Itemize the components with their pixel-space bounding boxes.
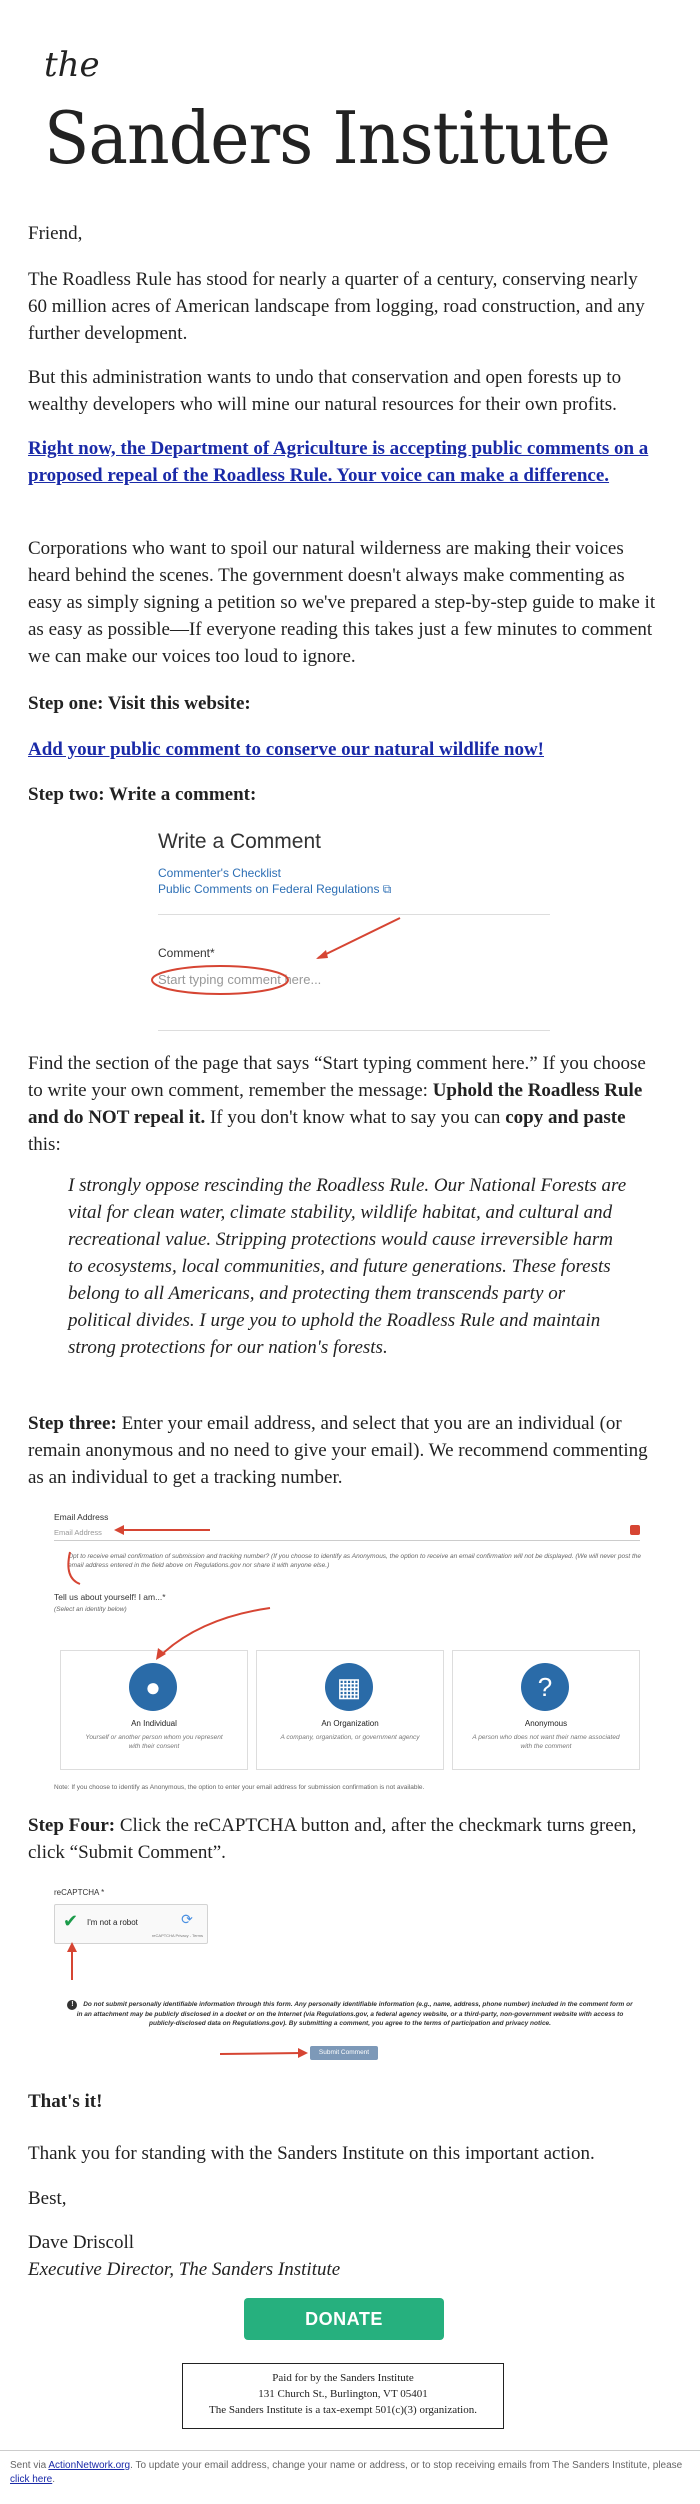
uphold-message: Uphold the Roadless Rule and do NOT repeal it.: [28, 1080, 643, 1128]
annotation-arrow: [150, 818, 550, 1036]
recaptcha-label: reCAPTCHA *: [54, 1888, 105, 1897]
commenter-checklist-link: Commenter's Checklist: [158, 866, 281, 880]
paid-for-box: Paid for by the Sanders Institute 131 Church St., Burlington, VT 05401 The Sanders Institute is a tax-exempt 501(c)(3) organization.: [182, 2363, 504, 2429]
step-two-heading: Step two: Write a comment:: [28, 784, 257, 805]
checkmark-icon: ✔: [63, 1911, 79, 1931]
identity-card-individual: ● An Individual Yourself or another person whom you represent with their consent: [60, 1650, 248, 1770]
recaptcha-screenshot: [50, 1882, 650, 2072]
public-comments-link: Public Comments on Federal Regulations ⧉: [158, 882, 392, 896]
paragraph-1: The Roadless Rule has stood for nearly a quarter of a century, conserving nearly 60 million acres of American landscape from logging, road construction, and any further development.: [28, 269, 645, 344]
email-placeholder: Email Address: [54, 1528, 102, 1537]
sample-comment-quote: I strongly oppose rescinding the Roadless Rule. Our National Forests are vital for clean water, climate stability, wildlife habitat, and cultural and recreational value. Stripping protections would cause irreversible harm to ecosystems, local communities, and future generations. These forests belong to all Americans, and protecting them transcends party or political divides. I urge you to uphold the Roadless Rule and maintain strong protections for our nation's forests.: [68, 1175, 627, 1358]
paragraph-3: Corporations who want to spoil our natural wilderness are making their voices heard behind the scenes. The government doesn't always make commenting as easy as simply signing a petition so we've prepared a step-by-step guide to make it as easy as possible—If everyone reading this takes just a few minutes to comment we can make our voices too loud to ignore.: [28, 538, 656, 667]
sign-off: Best,: [28, 2188, 67, 2209]
email-label: Email Address: [54, 1512, 109, 1522]
identity-card-organization: ▦ An Organization A company, organization, or government agency: [256, 1650, 444, 1770]
pii-notice: ! Do not submit personally identifiable information through this form. Any personally identifiable information (e.g., name, address, phone number) included in the comment form or in an attachment may be publicly disclosed in a docket or on the Internet (via Regulations.gov, a federal agency website, or a third-party, non-government website with access to publicly-disclosed data on Regulations.gov). By submitting a comment, you agree to the terms of participation and privacy notice.: [66, 2000, 634, 2028]
unsubscribe-link[interactable]: click here: [10, 2474, 53, 2485]
question-icon: ?: [521, 1663, 569, 1711]
info-icon: !: [67, 2000, 77, 2010]
step-one-heading: Step one: Visit this website:: [28, 693, 251, 714]
recaptcha-mini: reCAPTCHA Privacy - Terms: [151, 1933, 203, 1938]
select-identity-hint: (Select an identity below): [54, 1606, 127, 1613]
identity-card-anonymous: ? Anonymous A person who does not want their name associated with the comment: [452, 1650, 640, 1770]
step-three-paragraph: Step three: Enter your email address, and select that you are an individual (or remain anonymous and no need to give your email). We recommend commenting as an individual to get a tracking number.: [28, 1413, 648, 1488]
write-comment-screenshot: [150, 818, 550, 1036]
add-comment-link[interactable]: Add your public comment to conserve our natural wildlife now!: [28, 739, 544, 760]
logo-the: the: [44, 45, 100, 85]
anonymous-note: Note: If you choose to identify as Anonymous, the option to enter your email address for submission confirmation is not available.: [54, 1784, 425, 1791]
opt-text: Opt to receive email confirmation of submission and tracking number? (If you choose to identify as Anonymous, the option to receive an email confirmation will not be displayed. (We will never post the email address entered in the field above on Regulations.gov nor share it with anyone else.): [68, 1553, 642, 1569]
submit-comment-button: Submit Comment: [310, 2046, 378, 2060]
not-robot-text: I'm not a robot: [87, 1918, 138, 1927]
annotation-arrows: [50, 1882, 650, 2072]
copy-paste-emphasis: copy and paste: [505, 1107, 626, 1128]
paragraph-4: Find the section of the page that says “Start typing comment here.” If you choose to write your own comment, remember the message: Uphold the Roadless Rule and do NOT repeal it. If you don't know what to say you can copy and paste this:: [28, 1053, 646, 1155]
signature-title: Executive Director, The Sanders Institute: [28, 2259, 341, 2280]
cta-paragraph: [28, 435, 658, 489]
annotation-arrows: [50, 1508, 650, 1798]
comment-repeal-link[interactable]: Right now, the Department of Agriculture is accepting public comments on a proposed repeal of the Roadless Rule. Your voice can make a difference.: [28, 438, 649, 486]
footer: Sent via ActionNetwork.org. To update your email address, change your name or address, or to stop receiving emails from The Sanders Institute, please click here.: [0, 2450, 700, 2487]
greeting: Friend,: [28, 223, 83, 244]
paragraph-2: But this administration wants to undo that conservation and open forests up to wealthy developers who will mine our natural resources for their own profits.: [28, 367, 622, 415]
comment-placeholder: Start typing comment here...: [158, 972, 322, 987]
write-comment-title: Write a Comment: [158, 830, 321, 853]
comment-label: Comment*: [158, 946, 215, 960]
donate-button[interactable]: DONATE: [244, 2298, 444, 2340]
actionnetwork-link[interactable]: ActionNetwork.org: [48, 2460, 131, 2471]
thats-it: That's it!: [28, 2091, 103, 2112]
link-paragraph: [28, 736, 658, 763]
recaptcha-logo-icon: ⟳: [181, 1911, 193, 1927]
tell-us-label: Tell us about yourself! I am...*: [54, 1592, 166, 1602]
sanders-institute-logo: [44, 40, 664, 180]
thank-you: Thank you for standing with the Sanders Institute on this important action.: [28, 2143, 595, 2164]
identity-form-screenshot: [50, 1508, 650, 1798]
step-four-paragraph: Step Four: Click the reCAPTCHA button and, after the checkmark turns green, click “Submit Comment”.: [28, 1815, 637, 1863]
signature-name: Dave Driscoll: [28, 2232, 135, 2253]
person-icon: ●: [129, 1663, 177, 1711]
building-icon: ▦: [325, 1663, 373, 1711]
logo-name: Sanders Institute: [44, 96, 610, 180]
